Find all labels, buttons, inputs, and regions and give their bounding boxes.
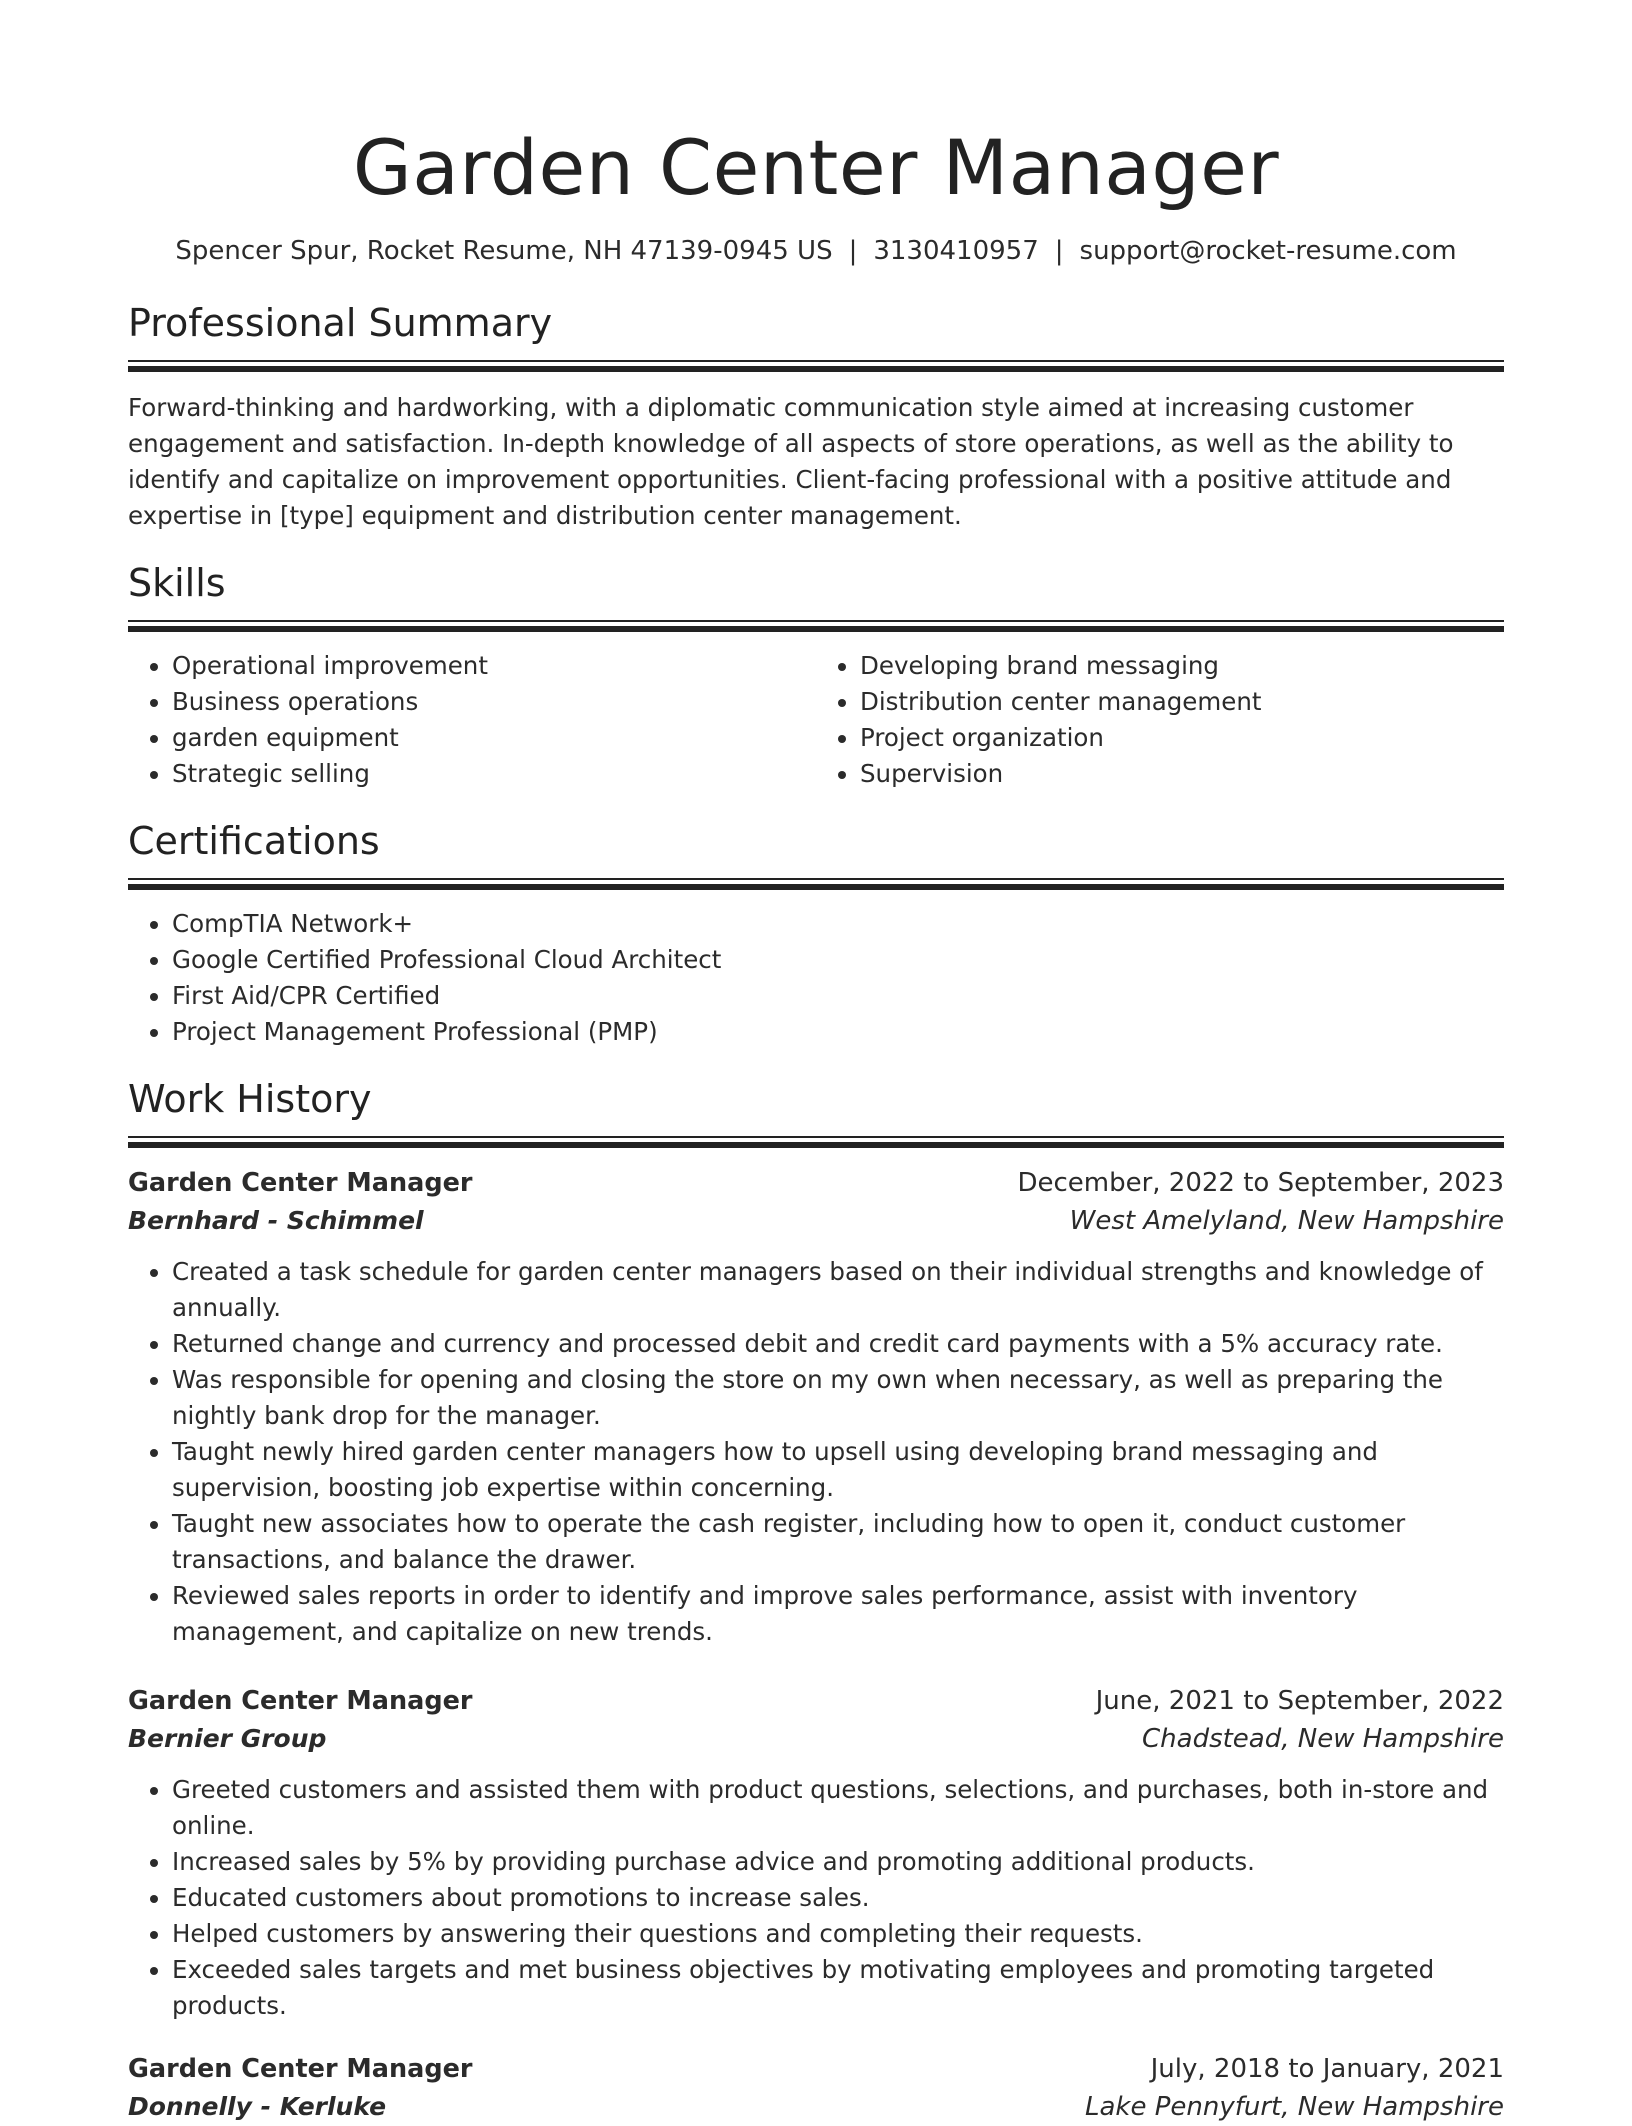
job-subheader-row (128, 1720, 1504, 1758)
contact-line (128, 234, 1504, 268)
skill-item: • Developing brand messaging (860, 648, 1504, 684)
job-dates: December, 2022 to September, 2023 (1017, 1168, 1504, 1198)
skill-item: • Operational improvement (172, 648, 816, 684)
skill-item: • Supervision (860, 756, 1504, 792)
section-divider (128, 620, 1504, 632)
certification-item: • Google Certified Professional Cloud Architect (172, 942, 1504, 978)
skills-list-right (816, 648, 1504, 792)
job-entry (128, 2050, 1504, 2126)
summary-section (128, 298, 1504, 534)
job-title: Garden Center Manager (128, 1686, 473, 1716)
contact-phone: 3130410957 (873, 236, 1039, 266)
skills-section (128, 558, 1504, 792)
contact-email: support@rocket-resume.com (1079, 236, 1457, 266)
job-subheader-row (128, 1202, 1504, 1240)
certification-item: • CompTIA Network+ (172, 906, 1504, 942)
skill-item: • Strategic selling (172, 756, 816, 792)
job-dates: July, 2018 to January, 2021 (1150, 2054, 1504, 2084)
job-bullet: • Helped customers by answering their questions and completing their requests. (172, 1916, 1504, 1952)
skill-item: • Business operations (172, 684, 816, 720)
job-bullet: • Reviewed sales reports in order to identify and improve sales performance, assist with inventory management, and capitalize on new trends. (172, 1578, 1504, 1650)
job-company: Bernhard - Schimmel (128, 1206, 424, 1235)
job-bullet: • Exceeded sales targets and met business objectives by motivating employees and promoting targeted products. (172, 1952, 1504, 2024)
job-location: Chadstead, New Hampshire (1142, 1724, 1504, 1754)
work-history-section (128, 1074, 1504, 2126)
certifications-section (128, 816, 1504, 1050)
job-dates: June, 2021 to September, 2022 (1095, 1686, 1504, 1716)
certification-item: • Project Management Professional (PMP) (172, 1014, 1504, 1050)
job-bullet: • Returned change and currency and processed debit and credit card payments with a 5% accuracy rate. (172, 1326, 1504, 1362)
job-bullet: • Created a task schedule for garden center managers based on their individual strengths and knowledge of annually. (172, 1254, 1504, 1326)
job-title: Garden Center Manager (128, 2054, 473, 2084)
section-title-certifications: Certifications (128, 819, 380, 863)
job-bullet: • Educated customers about promotions to increase sales. (172, 1880, 1504, 1916)
job-bullets (128, 1254, 1504, 1650)
job-entry (128, 1164, 1504, 1650)
section-title-summary: Professional Summary (128, 301, 553, 345)
contact-address: Spencer Spur, Rocket Resume, NH 47139-0945 US (175, 236, 833, 266)
job-title: Garden Center Manager (128, 1168, 473, 1198)
job-bullet: • Taught new associates how to operate the cash register, including how to open it, conduct customer transactions, and balance the drawer. (172, 1506, 1504, 1578)
skills-columns (128, 648, 1504, 792)
section-divider (128, 878, 1504, 890)
job-subheader-row (128, 2088, 1504, 2126)
job-bullet: • Greeted customers and assisted them with product questions, selections, and purchases, both in-store and online. (172, 1772, 1504, 1844)
resume-page (128, 0, 1504, 2126)
job-entry (128, 1682, 1504, 2024)
summary-text: Forward-thinking and hardworking, with a diplomatic communication style aimed at increasing customer engagement and satisfaction. In-depth knowledge of all aspects of store operations, as well as the ability to identify and capitalize on improvement opportunities. Client-facing professional with a positive attitude and expertise in [type] equipment and distribution center management. (128, 393, 1454, 530)
job-bullet: • Taught newly hired garden center managers how to upsell using developing brand messaging and supervision, boosting job expertise within concerning. (172, 1434, 1504, 1506)
skills-list-left (128, 648, 816, 792)
section-divider (128, 360, 1504, 372)
contact-separator: | (1054, 236, 1064, 266)
candidate-name: Garden Center Manager (352, 123, 1280, 212)
job-header-row (128, 1682, 1504, 1720)
job-bullet: • Was responsible for opening and closing the store on my own when necessary, as well as preparing the nightly bank drop for the manager. (172, 1362, 1504, 1434)
section-divider (128, 1136, 1504, 1148)
section-title-skills: Skills (128, 561, 226, 605)
section-title-work-history: Work History (128, 1077, 372, 1121)
job-location: Lake Pennyfurt, New Hampshire (1084, 2092, 1504, 2122)
job-header-row (128, 1164, 1504, 1202)
job-company: Bernier Group (128, 1724, 327, 1753)
skill-item: • garden equipment (172, 720, 816, 756)
certification-item: • First Aid/CPR Certified (172, 978, 1504, 1014)
job-bullet: • Increased sales by 5% by providing purchase advice and promoting additional products. (172, 1844, 1504, 1880)
skill-item: • Distribution center management (860, 684, 1504, 720)
job-header-row (128, 2050, 1504, 2088)
job-location: West Amelyland, New Hampshire (1069, 1206, 1504, 1236)
certifications-list (128, 906, 1504, 1050)
skill-item: • Project organization (860, 720, 1504, 756)
job-bullets (128, 1772, 1504, 2024)
job-company: Donnelly - Kerluke (128, 2092, 387, 2121)
contact-separator: | (848, 236, 858, 266)
